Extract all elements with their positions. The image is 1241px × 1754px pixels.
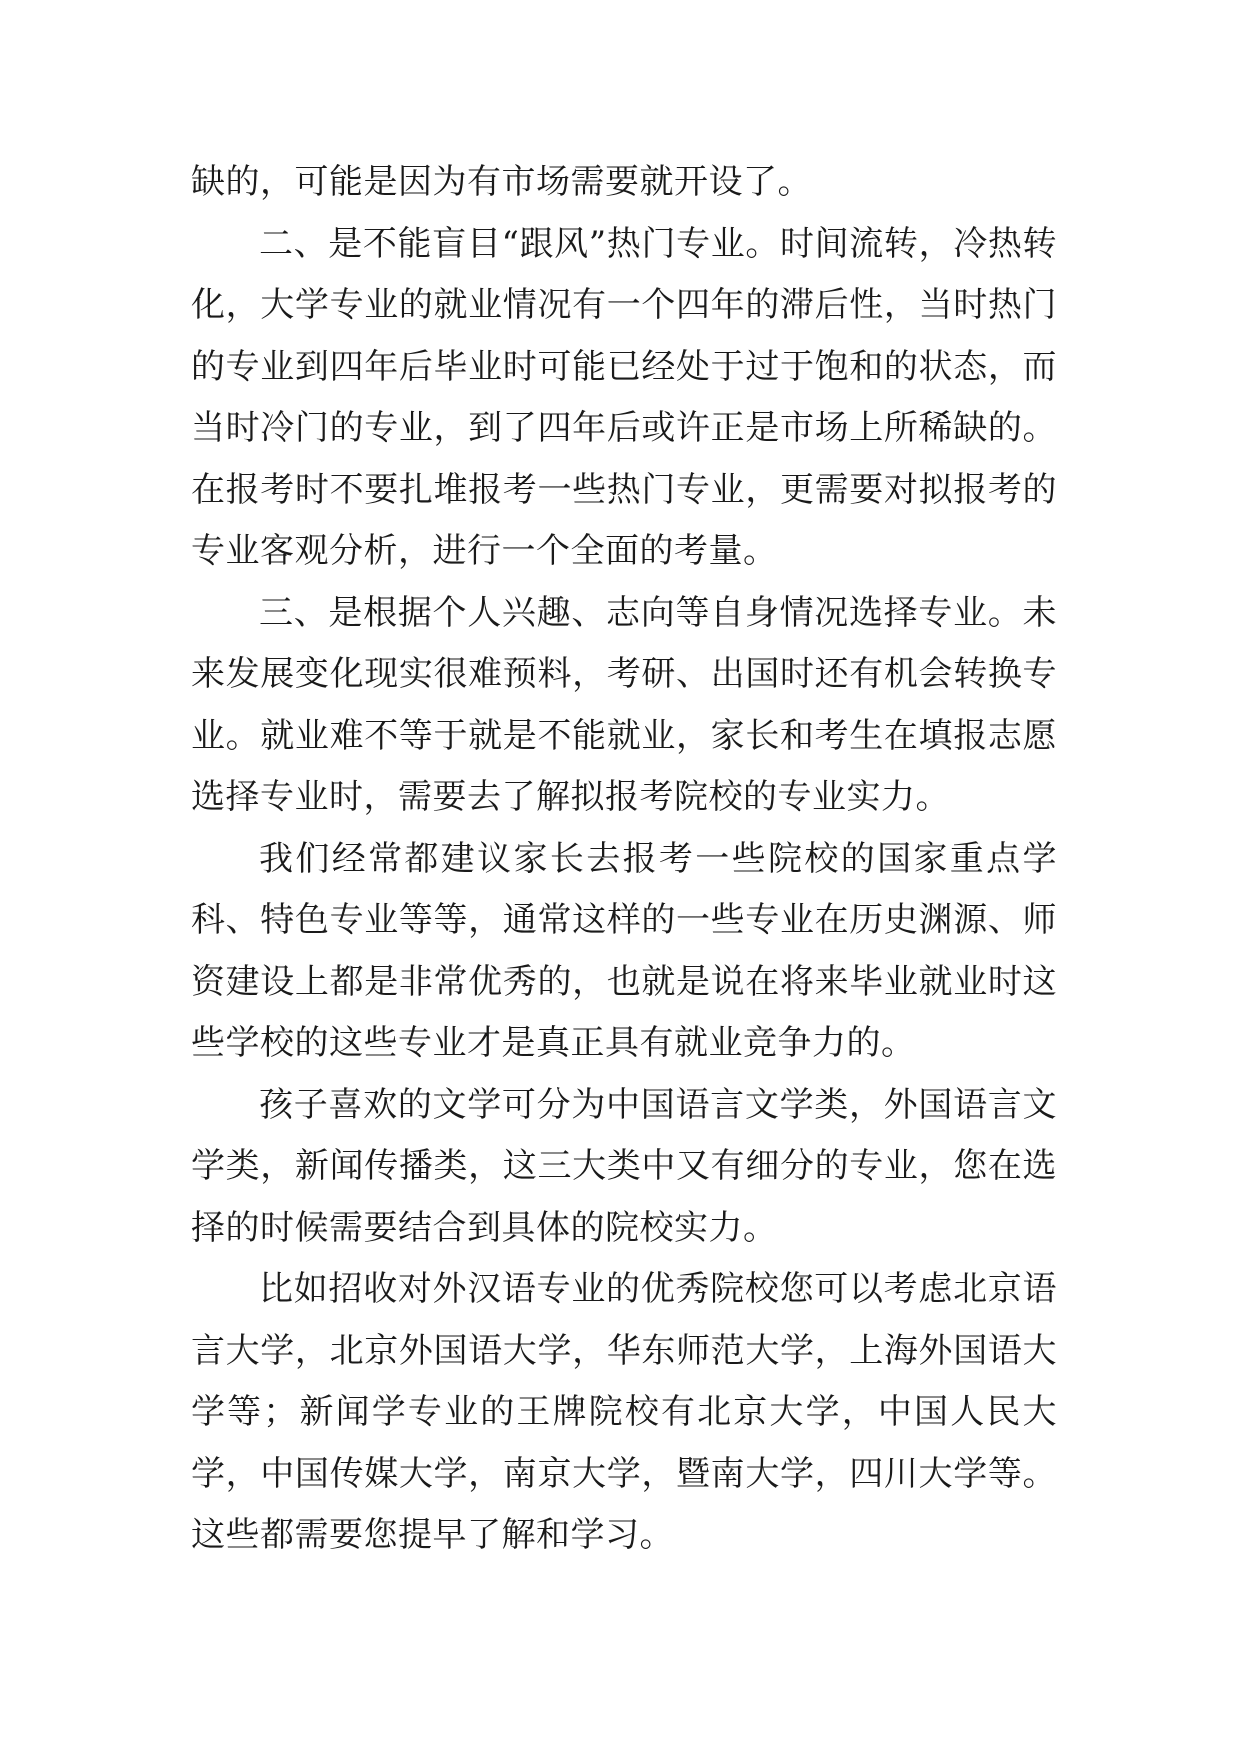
paragraph-literature-categories: 孩子喜欢的文学可分为中国语言文学类，外国语言文学类，新闻传播类，这三大类中又有细分的专业，您在选择的时候需要结合到具体的院校实力。 <box>191 1084 1057 1248</box>
paragraph-point-three: 三、是根据个人兴趣、志向等自身情况选择专业。未来发展变化现实很难预料，考研、出国时还有机会转换专业。就业难不等于就是不能就业，家长和考生在填报志愿选择专业时，需要去了解拟报考院校的专业实力。 <box>191 592 1057 817</box>
paragraph-recommended-schools: 比如招收对外汉语专业的优秀院校您可以考虑北京语言大学，北京外国语大学，华东师范大学，上海外国语大学等；新闻学专业的王牌院校有北京大学，中国人民大学，中国传媒大学，南京大学，暨南大学，四川大学等。这些都需要您提早了解和学习。 <box>191 1269 1057 1555</box>
document-body <box>191 152 1057 1567</box>
paragraph-continuation: 缺的，可能是因为有市场需要就开设了。 <box>191 162 812 202</box>
paragraph-key-disciplines: 我们经常都建议家长去报考一些院校的国家重点学科、特色专业等等，通常这样的一些专业在历史渊源、师资建设上都是非常优秀的，也就是说在将来毕业就业时这些学校的这些专业才是真正具有就业竞争力的。 <box>191 838 1057 1063</box>
paragraph-point-two: 二、是不能盲目“跟风”热门专业。时间流转，冷热转化，大学专业的就业情况有一个四年的滞后性，当时热门的专业到四年后毕业时可能已经处于过于饱和的状态，而当时冷门的专业，到了四年后或许正是市场上所稀缺的。在报考时不要扎堆报考一些热门专业，更需要对拟报考的专业客观分析，进行一个全面的考量。 <box>191 223 1057 571</box>
